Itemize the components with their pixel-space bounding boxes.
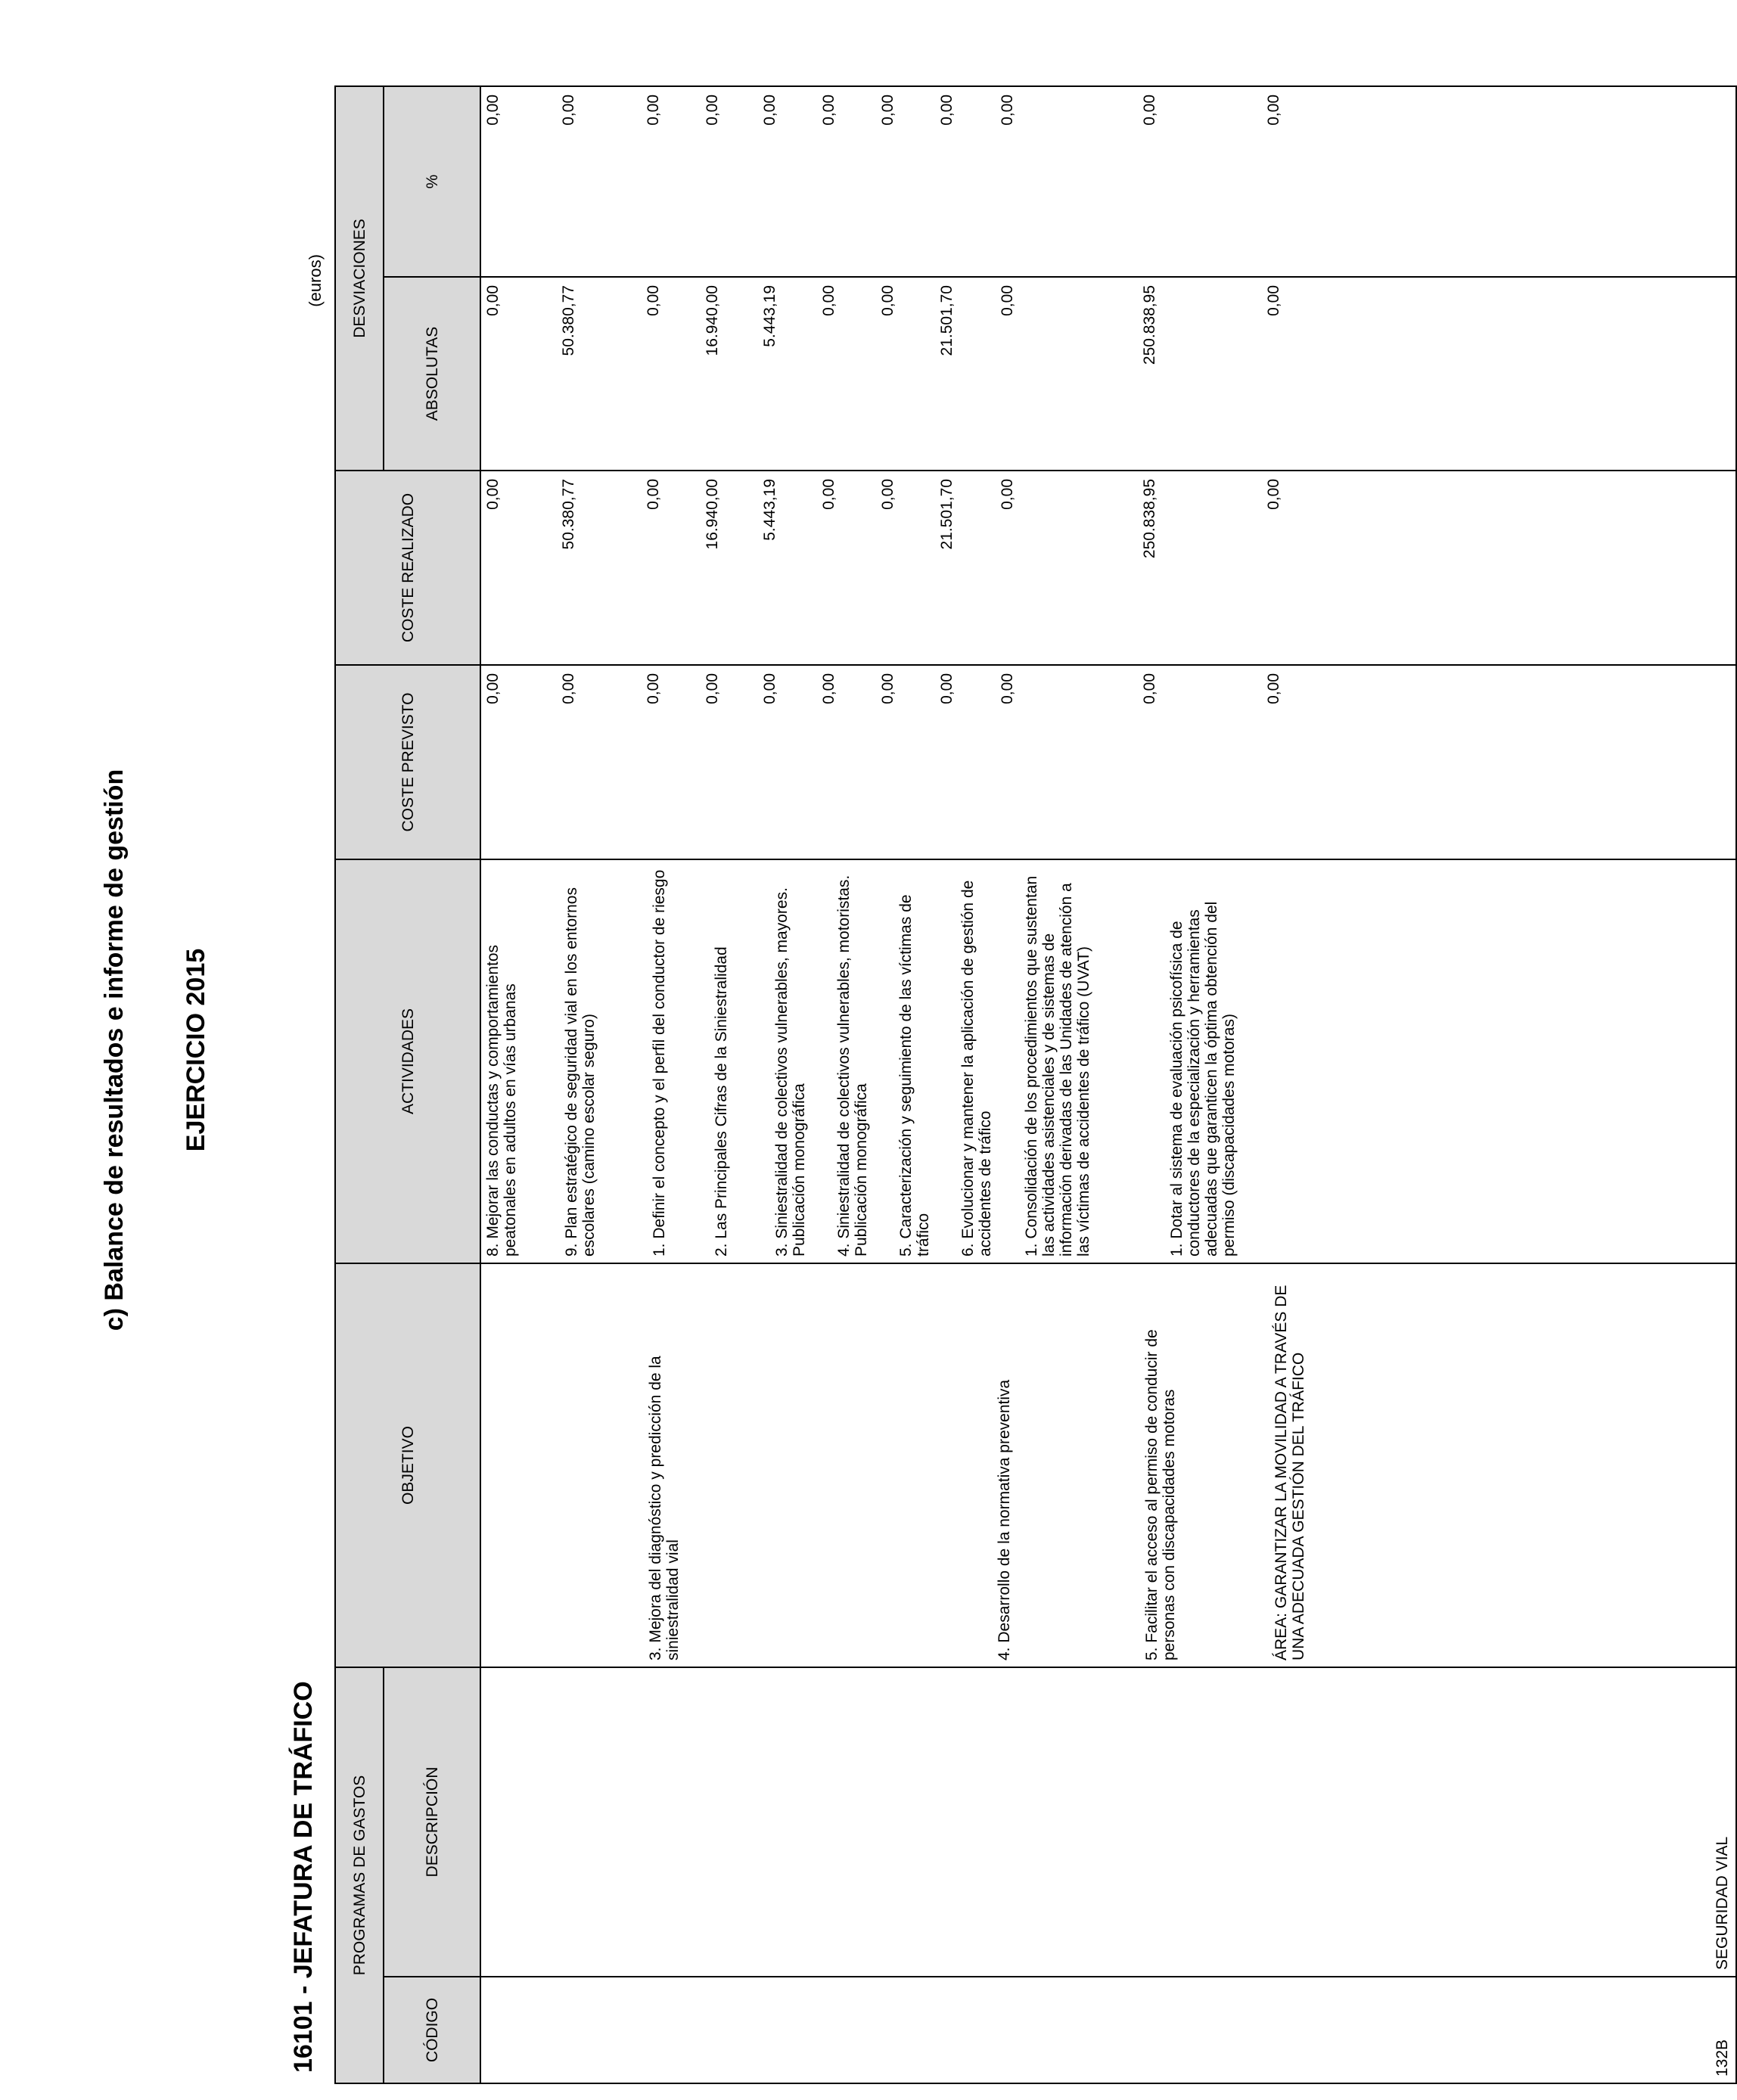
absolutas-value: 0,00 [1265, 285, 1282, 316]
coste-previsto-value: 0,00 [820, 673, 837, 704]
coste-realizado-value: 0,00 [820, 479, 837, 510]
main-title: c) Balance de resultados e informe de gestión [100, 769, 129, 1331]
coste-previsto-value: 0,00 [938, 673, 956, 704]
coste-realizado-value: 0,00 [999, 479, 1016, 510]
descripcion-value: SEGURIDAD VIAL [1714, 1836, 1731, 1970]
activity-item: 9. Plan estratégico de seguridad vial en los entornos escolares (camino escolar seguro) [563, 887, 598, 1257]
header-codigo: CÓDIGO [384, 1977, 480, 2083]
coste-previsto-value: 0,00 [1265, 673, 1282, 704]
pct-value: 0,00 [645, 95, 662, 126]
coste-realizado-value: 0,00 [645, 479, 662, 510]
header-descripcion: DESCRIPCIÓN [384, 1667, 480, 1977]
absolutas-cell [480, 277, 1736, 471]
coste-realizado-value: 16.940,00 [704, 479, 721, 550]
coste-realizado-value: 21.501,70 [938, 479, 956, 550]
budget-table [334, 85, 1737, 2084]
coste-realizado-value: 0,00 [484, 479, 502, 510]
pct-cell [480, 86, 1736, 277]
activity-item: 8. Mejorar las conductas y comportamientos peatonales en adultos en vías urbanas [484, 944, 519, 1257]
table-row [480, 86, 1736, 2083]
header-pct: % [384, 86, 480, 277]
coste-previsto-value: 0,00 [484, 673, 502, 704]
coste-previsto-value: 0,00 [999, 673, 1016, 704]
activity-item: 3. Siniestralidad de colectivos vulnerables, mayores. Publicación monográfica [773, 887, 808, 1257]
coste-realizado-value: 0,00 [879, 479, 896, 510]
pct-value: 0,00 [560, 95, 577, 126]
activity-item: 4. Siniestralidad de colectivos vulnerables, motoristas. Publicación monográfica [835, 874, 870, 1257]
objetivo-text: ÁREA: GARANTIZAR LA MOVILIDAD A TRAVÉS DE UNA ADECUADA GESTIÓN DEL TRÁFICO [1272, 1285, 1307, 1660]
coste-realizado-value: 250.838,95 [1141, 479, 1158, 559]
coste-previsto-cell [480, 665, 1736, 859]
absolutas-value: 21.501,70 [938, 285, 956, 356]
activity-item: 1. Dotar al sistema de evaluación psicofísica de conductores de la especialización y herramientas adecuadas que garanticen la óptima obtención del permiso (discapacidades motoras) [1168, 901, 1238, 1257]
header-coste-realizado: COSTE REALIZADO [335, 471, 480, 665]
absolutas-value: 0,00 [484, 285, 502, 316]
absolutas-value: 0,00 [820, 285, 837, 316]
codigo-cell [480, 1977, 1736, 2083]
descripcion-cell [480, 1667, 1736, 1977]
pct-value: 0,00 [879, 95, 896, 126]
exercise-title: EJERCICIO 2015 [182, 948, 210, 1152]
pct-value: 0,00 [484, 95, 502, 126]
header-objetivo: OBJETIVO [335, 1263, 480, 1667]
absolutas-value: 50.380,77 [560, 285, 577, 356]
pct-value: 0,00 [938, 95, 956, 126]
header-programas: PROGRAMAS DE GASTOS [335, 1667, 384, 2083]
pct-value: 0,00 [1141, 95, 1158, 126]
absolutas-value: 0,00 [879, 285, 896, 316]
org-title: 16101 - JEFATURA DE TRÁFICO [289, 1681, 318, 2073]
header-desviaciones: DESVIACIONES [335, 86, 384, 471]
coste-previsto-value: 0,00 [1141, 673, 1158, 704]
absolutas-value: 0,00 [999, 285, 1016, 316]
activity-item: 6. Evolucionar y mantener la aplicación de gestión de accidentes de tráfico [959, 880, 994, 1257]
absolutas-value: 5.443,19 [761, 285, 778, 347]
pct-value: 0,00 [1265, 95, 1282, 126]
codigo-value: 132B [1714, 2039, 1731, 2077]
pct-value: 0,00 [999, 95, 1016, 126]
absolutas-value: 16.940,00 [704, 285, 721, 356]
absolutas-value: 0,00 [645, 285, 662, 316]
coste-realizado-cell [480, 471, 1736, 665]
objetivo-text: 3. Mejora del diagnóstico y predicción de la siniestralidad vial [647, 1356, 682, 1660]
activity-item: 1. Consolidación de los procedimientos que sustentan las actividades asistenciales y de sistemas de información derivadas de las Unidades de atención a las víctimas de accidentes de tráfico (UVAT) [1023, 875, 1092, 1257]
pct-value: 0,00 [704, 95, 721, 126]
activity-item: 5. Caracterización y seguimiento de las víctimas de tráfico [897, 894, 932, 1257]
coste-previsto-value: 0,00 [761, 673, 778, 704]
actividades-cell [480, 859, 1736, 1263]
activity-item [1292, 860, 1374, 1263]
coste-previsto-value: 0,00 [645, 673, 662, 704]
header-actividades: ACTIVIDADES [335, 859, 480, 1263]
pct-value: 0,00 [820, 95, 837, 126]
objetivo-text: 4. Desarrollo de la normativa preventiva [996, 1379, 1013, 1660]
objetivo-text: 5. Facilitar el acceso al permiso de conducir de personas con discapacidades motoras [1143, 1329, 1178, 1660]
coste-previsto-value: 0,00 [704, 673, 721, 704]
coste-realizado-value: 5.443,19 [761, 479, 778, 541]
units-label: (euros) [306, 254, 325, 307]
coste-realizado-value: 0,00 [1265, 479, 1282, 510]
activity-item: 2. Las Principales Cifras de la Siniestralidad [713, 946, 730, 1257]
coste-previsto-value: 0,00 [879, 673, 896, 704]
header-coste-previsto: COSTE PREVISTO [335, 665, 480, 859]
coste-realizado-value: 50.380,77 [560, 479, 577, 550]
coste-previsto-value: 0,00 [560, 673, 577, 704]
pct-value: 0,00 [761, 95, 778, 126]
absolutas-value: 250.838,95 [1141, 285, 1158, 365]
header-absolutas: ABSOLUTAS [384, 277, 480, 471]
objetivo-cell [480, 1263, 1736, 1667]
activity-item: 1. Definir el concepto y el perfil del conductor de riesgo [651, 869, 668, 1257]
